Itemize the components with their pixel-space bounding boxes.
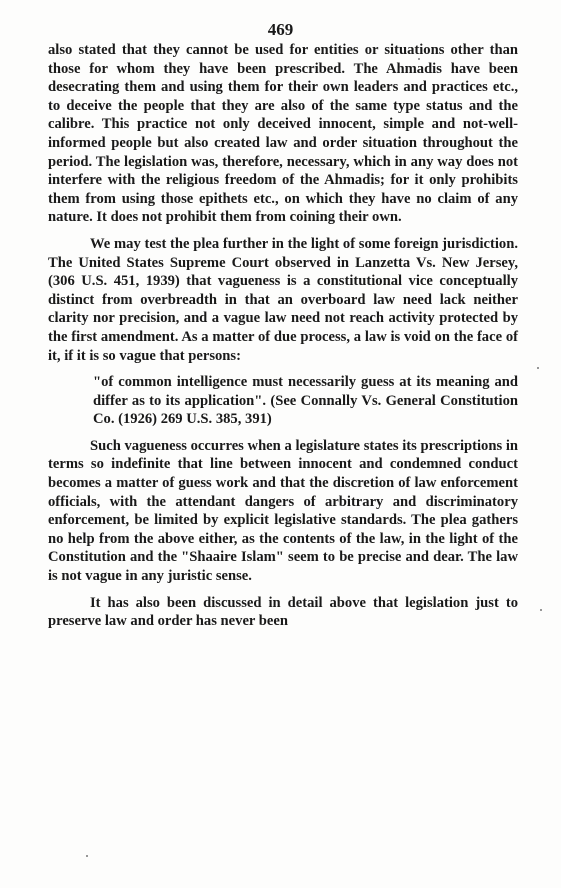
page-body <box>48 41 518 631</box>
scan-speck <box>540 609 542 611</box>
scan-speck <box>537 367 539 369</box>
page-number: 469 <box>267 20 294 39</box>
block-quote: "of common intelligence must necessarily guess at its meaning and differ as to its application". (See Connally Vs. General Constitution Co. (1926) 269 U.S. 385, 391) <box>93 374 518 428</box>
paragraph-continuation: also stated that they cannot be used for entities or situations other than those for whom they have been prescribed. The Ahmadis have been desecrating them and using them for their own leaders and practices etc., to deceive the people that they are also of the same type status and the calibre. This practice not only deceived innocent, simple and not-well-informed people but also created law and order situation throughout the period. The legislation was, therefore, necessary, which in any way does not interfere with the religious freedom of the Ahmadis; for it only prohibits them from using those epithets etc., on which they have no claim of any nature. It does not prohibit them from coining their own. <box>48 42 518 226</box>
paragraph-legislation: It has also been discussed in detail above that legislation just to preserve law and order has never been <box>48 594 518 630</box>
scan-speck <box>86 855 88 857</box>
scan-speck <box>418 58 420 60</box>
paragraph-vagueness: Such vagueness occurres when a legislature states its prescriptions in terms so indefinite that line between innocent and condemned conduct becomes a matter of guess work and that the discretion of law enforcement officials, with the attendant dangers of arbitrary and discriminatory enforcement, be limited by explicit legislative standards. The plea gathers no help from the above either, as the contents of the law, in the light of the Constitution and the "Shaaire Islam" seem to be precise and dear. The law is not vague in any juristic sense. <box>48 437 518 585</box>
paragraph-foreign-jurisdiction: We may test the plea further in the light of some foreign jurisdiction. The United States Supreme Court observed in Lanzetta Vs. New Jersey, (306 U.S. 451, 1939) that vagueness is a constitutional vice conceptually distinct from overbreadth in that an overboard law need lack neither clarity nor precision, and a vague law need not reach activity protected by the first amendment. As a matter of due process, a law is void on the face of it, if it is so vague that persons: <box>48 235 518 364</box>
